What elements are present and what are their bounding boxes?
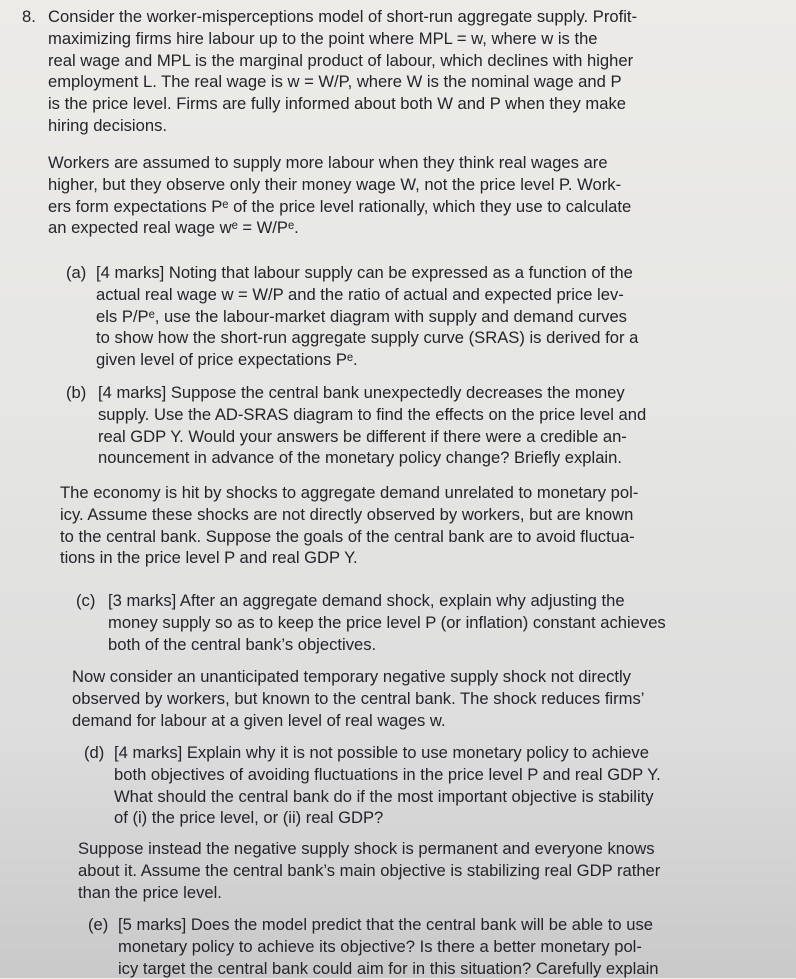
workers-line: ers form expectations Pᵉ of the price level rationally, which they use to calculate [48, 196, 632, 216]
part-c-text [108, 590, 788, 655]
demand-shock-paragraph [60, 482, 790, 569]
part-a-line: [4 marks] Noting that labour supply can be expressed as a function of the [96, 263, 633, 282]
part-e-line: icy target the central bank could aim for in this situation? Carefully explain [118, 958, 659, 978]
intro-line: hiring decisions. [48, 115, 167, 135]
part-d-line: What should the central bank do if the most important objective is stability [114, 786, 654, 806]
part-a-label: (a) [66, 263, 87, 282]
intro-line: real wage and MPL is the marginal product of labour, which declines with higher [48, 50, 634, 70]
question-number: 8. [22, 7, 36, 26]
part-b-text [98, 382, 788, 469]
supply-shock-paragraph [72, 666, 790, 731]
part-c-line: [3 marks] After an aggregate demand shock, explain why adjusting the [108, 591, 625, 610]
workers-line: Workers are assumed to supply more labour when they think real wages are [48, 153, 608, 172]
intro-line: employment L. The real wage is w = W/P, where W is the nominal wage and P [48, 72, 622, 92]
demand-shock-line: to the central bank. Suppose the goals of the central bank are to avoid fluctua- [60, 526, 635, 546]
part-d-text [114, 742, 790, 829]
part-a-line: actual real wage w = W/P and the ratio of actual and expected price lev- [96, 284, 624, 304]
part-c-line: both of the central bank’s objectives. [108, 634, 377, 654]
part-a-line: given level of price expectations Pᵉ. [96, 350, 358, 370]
part-e-line: monetary policy to achieve its objective? Is there a better monetary pol- [118, 936, 642, 956]
part-e-label: (e) [88, 915, 109, 934]
part-a-line: to show how the short-run aggregate supply curve (SRAS) is derived for a [96, 328, 639, 348]
demand-shock-line: tions in the price level P and real GDP Y. [60, 548, 358, 568]
part-d-line: [4 marks] Explain why it is not possible to use monetary policy to achieve [114, 743, 649, 762]
supply-shock-line: demand for labour at a given level of real wages w. [72, 710, 446, 730]
part-b-label: (b) [66, 383, 87, 402]
part-d-label: (d) [84, 743, 105, 762]
intro-paragraph [48, 6, 788, 137]
part-d-line: both objectives of avoiding fluctuations in the price level P and real GDP Y. [114, 764, 661, 784]
workers-paragraph [48, 152, 788, 239]
demand-shock-line: icy. Assume these shocks are not directly observed by workers, but are known [60, 504, 634, 524]
intro-line: is the price level. Firms are fully informed about both W and P when they make [48, 94, 626, 114]
part-d-line: of (i) the price level, or (ii) real GDP? [114, 808, 384, 828]
part-c-line: money supply so as to keep the price level P (or inflation) constant achieves [108, 612, 666, 632]
part-e-text [118, 914, 790, 979]
supply-shock-line: observed by workers, but known to the central bank. The shock reduces firms’ [72, 688, 645, 708]
part-c-label: (c) [76, 591, 96, 610]
part-b-line: supply. Use the AD-SRAS diagram to find the effects on the price level and [98, 404, 647, 424]
permanent-shock-paragraph [78, 838, 790, 903]
intro-line: Consider the worker-misperceptions model of short-run aggregate supply. Profit- [48, 7, 638, 26]
demand-shock-line: The economy is hit by shocks to aggregate demand unrelated to monetary pol- [60, 483, 639, 502]
part-a-line: els P/Pᵉ, use the labour-market diagram with supply and demand curves [96, 306, 627, 326]
part-e-line: [5 marks] Does the model predict that the central bank will be able to use [118, 915, 653, 934]
permanent-shock-line: about it. Assume the central bank’s main objective is stabilizing real GDP rather [78, 860, 661, 880]
intro-line: maximizing firms hire labour up to the point where MPL = w, where w is the [48, 28, 598, 48]
part-b-line: real GDP Y. Would your answers be different if there were a credible an- [98, 426, 627, 446]
workers-line: higher, but they observe only their money wage W, not the price level P. Work- [48, 174, 622, 194]
permanent-shock-line: Suppose instead the negative supply shock is permanent and everyone knows [78, 839, 655, 858]
part-a-text [96, 262, 786, 371]
part-b-line: nouncement in advance of the monetary policy change? Briefly explain. [98, 448, 622, 468]
permanent-shock-line: than the price level. [78, 882, 222, 902]
supply-shock-line: Now consider an unanticipated temporary negative supply shock not directly [72, 667, 631, 686]
workers-line: an expected real wage wᵉ = W/Pᵉ. [48, 218, 299, 238]
part-b-line: [4 marks] Suppose the central bank unexpectedly decreases the money [98, 383, 625, 402]
